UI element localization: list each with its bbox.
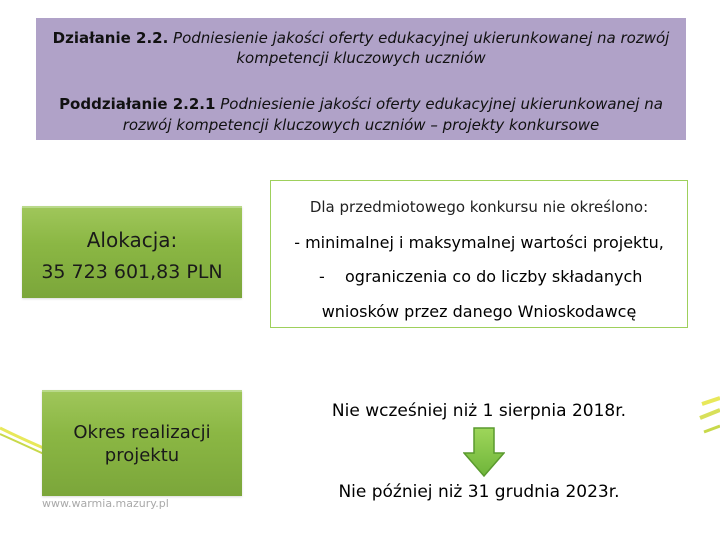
header-banner: [36, 18, 686, 140]
period-label-line-2: projektu: [104, 445, 180, 466]
info-bullet-2: ograniczenia co do liczby składanych: [345, 267, 643, 286]
allocation-value: 35 723 601,83 PLN: [41, 261, 223, 283]
arrow-down-icon: [463, 427, 505, 477]
measure-title-cont: kompetencji kluczowych uczniów: [236, 49, 486, 67]
period-end-date: Nie później niż 31 grudnia 2023r.: [338, 482, 620, 502]
header-line-1: [36, 28, 686, 48]
period-start-date: Nie wcześniej niż 1 sierpnia 2018r.: [331, 401, 627, 421]
submeasure-title-cont: rozwój kompetencji kluczowych uczniów – projekty konkursowe: [122, 116, 600, 134]
info-bullet-1: - minimalnej i maksymalnej wartości projektu,: [294, 233, 664, 252]
info-bullet-3: wniosków przez danego Wnioskodawcę: [321, 302, 637, 321]
header-line-4: [36, 115, 686, 135]
allocation-label: Alokacja:: [86, 228, 178, 252]
info-box: [270, 180, 688, 328]
decorative-stroke-right: [698, 392, 720, 452]
header-line-2: [36, 48, 686, 68]
allocation-box: [22, 206, 242, 298]
period-box: [42, 390, 242, 496]
submeasure-number: Poddziałanie 2.2.1: [59, 95, 216, 113]
period-label-line-1: Okres realizacji: [73, 422, 211, 443]
submeasure-title: Podniesienie jakości oferty edukacyjnej ukierunkowanej na: [215, 95, 663, 113]
measure-title: Podniesienie jakości oferty edukacyjnej ukierunkowanej na rozwój: [168, 29, 670, 47]
info-bullet-2-dash: -: [319, 267, 325, 286]
watermark-url: www.warmia.mazury.pl: [42, 497, 169, 510]
info-title: Dla przedmiotowego konkursu nie określono:: [309, 198, 649, 216]
header-line-3: [36, 94, 686, 114]
measure-number: Działanie 2.2.: [52, 29, 169, 47]
